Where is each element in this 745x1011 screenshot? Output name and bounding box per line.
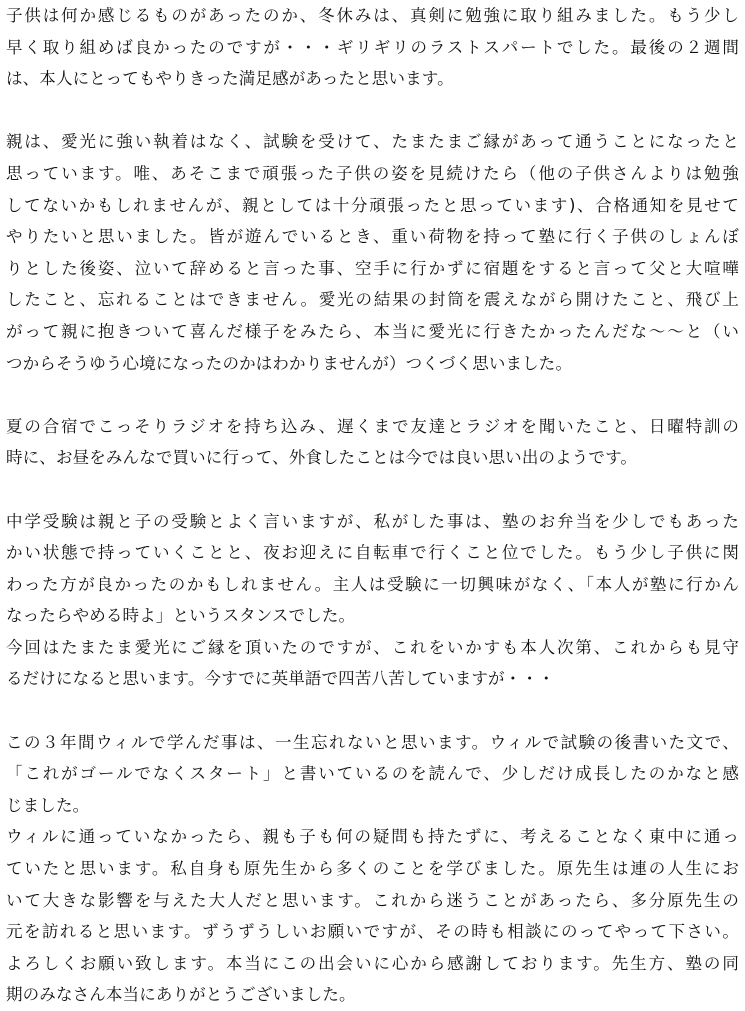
- paragraph-gap: [6, 695, 739, 727]
- paragraph-3: [6, 411, 739, 474]
- paragraph-4: [6, 506, 739, 696]
- text-line: 夏の合宿でこっそりラジオを持ち込み、遅くまで友達とラジオを聞いたこと、日曜特訓の: [6, 416, 739, 436]
- text-line: してないかもしれませんが、親としては十分頑張ったと思っています)、合格通知を見せて: [6, 195, 739, 215]
- paragraph-2: [6, 126, 739, 379]
- paragraph-5: [6, 727, 739, 1011]
- text-line: なったらやめる時よ」というスタンスでした。: [6, 606, 356, 626]
- paragraph-1: [6, 0, 739, 95]
- text-line: 今回はたまたま愛光にご縁を頂いたのですが、これをいかすも本人次第、これからも見守: [6, 637, 739, 657]
- text-line: ていたと思います。私自身も原先生から多くのことを学びました。原先生は連の人生にお: [6, 859, 739, 879]
- text-line: かい状態で持っていくことと、夜お迎えに自転車で行くこと位でした。もう少し子供に関: [6, 543, 739, 563]
- text-line: りとした後姿、泣いて辞めると言った事、空手に行かずに宿題をすると言って父と大喧嘩: [6, 258, 739, 278]
- text-line: がって親に抱きついて喜んだ様子をみたら、本当に愛光に行きたかったんだな～～と（い: [6, 321, 739, 341]
- text-line: やりたいと思いました。皆が遊んでいるとき、重い荷物を持って塾に行く子供のしょんぼ: [6, 227, 739, 247]
- text-line: この３年間ウィルで学んだ事は、一生忘れないと思います。ウィルで試験の後書いた文で、: [6, 732, 739, 752]
- text-line: つからそうゆう心境になったのかはわかりませんが）つくづく思いました。: [6, 353, 573, 373]
- text-line: 思っています。唯、あそこまで頑張った子供の姿を見続けたら（他の子供さんよりは勉強: [6, 163, 739, 183]
- text-line: 「これがゴールでなくスタート」と書いているのを読んで、少しだけ成長したのかなと感: [6, 764, 739, 784]
- paragraph-gap: [6, 95, 739, 127]
- text-line: 親は、愛光に強い執着はなく、試験を受けて、たまたまご縁があって通うことになったと: [6, 132, 739, 152]
- text-line: いて大きな影響を与えた大人だと思います。これから迷うことがあったら、多分原先生の: [6, 890, 739, 910]
- text-line: は、本人にとってもやりきった満足感があったと思います。: [6, 69, 454, 89]
- text-line: よろしくお願い致します。本当にこの出会いに心から感謝しております。先生方、塾の同: [6, 953, 739, 973]
- paragraph-gap: [6, 474, 739, 506]
- text-line: 元を訪れると思います。ずうずうしいお願いですが、その時も相談にのってやって下さい。: [6, 922, 739, 942]
- text-line: 中学受験は親と子の受験とよく言いますが、私がした事は、塾のお弁当を少しでもあった: [6, 511, 739, 531]
- text-line: 子供は何か感じるものがあったのか、冬休みは、真剣に勉強に取り組みました。もう少し: [6, 6, 739, 25]
- paragraph-gap: [6, 379, 739, 411]
- text-line: じました。: [6, 795, 90, 815]
- text-line: 早く取り組めば良かったのですが・・・ギリギリのラストスパートでした。最後の２週間: [6, 37, 739, 57]
- text-line: ウィルに通っていなかったら、親も子も何の疑問も持たずに、考えることなく東中に通っ: [6, 827, 739, 847]
- text-line: るだけになると思います。今すでに英単語で四苦八苦していますが・・・: [6, 669, 555, 689]
- text-line: 期のみなさん本当にありがとうございました。: [6, 985, 356, 1005]
- text-line: 時に、お昼をみんなで買いに行って、外食したことは今では良い思い出のようです。: [6, 448, 638, 468]
- text-line: わった方が良かったのかもしれません。主人は受験に一切興味がなく、「本人が塾に行かん: [6, 574, 739, 594]
- text-line: したこと、忘れることはできません。愛光の結果の封筒を震えながら開けたこと、飛び上: [6, 290, 739, 310]
